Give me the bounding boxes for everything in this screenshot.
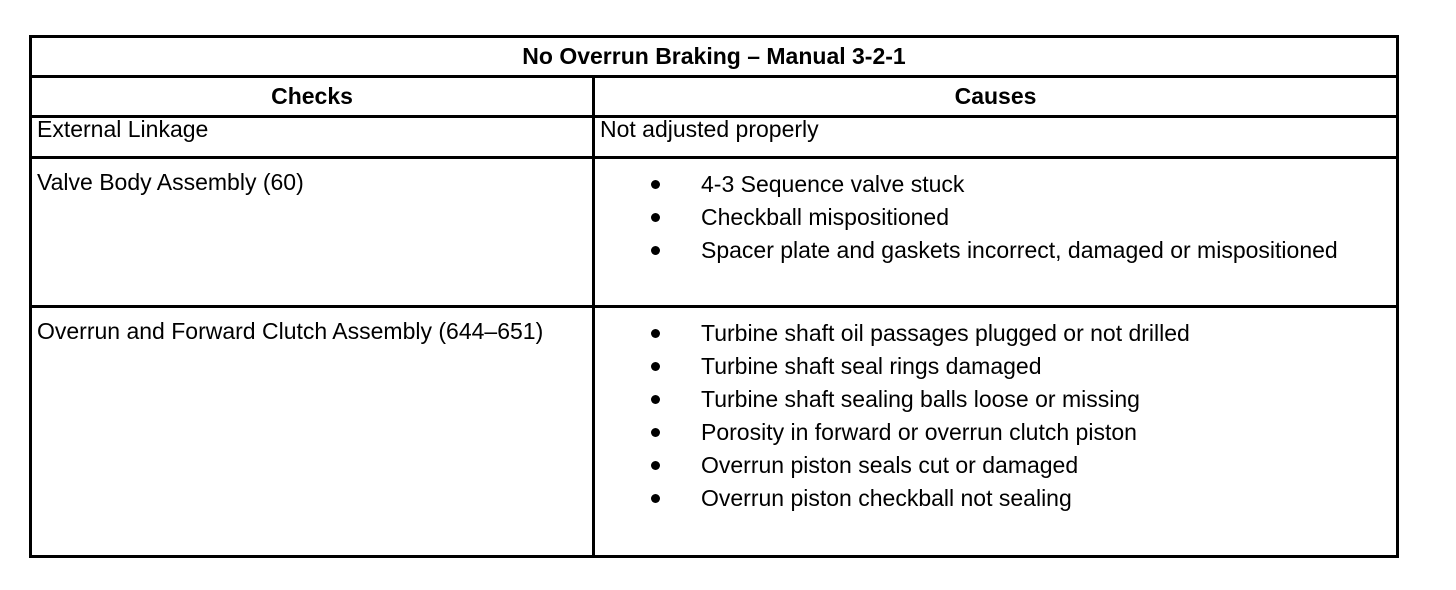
header-causes: Causes — [594, 77, 1398, 117]
cause-text: 4-3 Sequence valve stuck — [701, 171, 965, 197]
cause-cell — [594, 158, 1398, 307]
cause-text: Turbine shaft seal rings damaged — [701, 353, 1042, 379]
check-cell — [31, 307, 594, 557]
bullet-icon — [651, 395, 660, 404]
bullet-icon — [651, 180, 660, 189]
title-row — [31, 37, 1398, 77]
list-item — [595, 354, 1396, 387]
list-item — [595, 387, 1396, 420]
list-item — [595, 420, 1396, 453]
bullet-icon — [651, 213, 660, 222]
bullet-icon — [651, 246, 660, 255]
list-item — [595, 238, 1396, 271]
diagnosis-table — [29, 35, 1399, 558]
cause-text: Checkball mispositioned — [701, 204, 950, 230]
list-item — [595, 486, 1396, 519]
check-text: External Linkage — [37, 116, 209, 142]
cause-text: Spacer plate and gaskets incorrect, damaged or mispositioned — [701, 237, 1338, 263]
bullet-icon — [651, 461, 660, 470]
check-cell — [31, 117, 594, 158]
check-text: Valve Body Assembly (60) — [37, 169, 304, 195]
table-row — [31, 158, 1398, 307]
cause-text: Turbine shaft oil passages plugged or not drilled — [701, 320, 1190, 346]
cause-text: Turbine shaft sealing balls loose or missing — [701, 386, 1140, 412]
list-item — [595, 172, 1396, 205]
bullet-icon — [651, 428, 660, 437]
cause-text: Not adjusted properly — [600, 116, 819, 142]
cause-cell — [594, 117, 1398, 158]
list-item — [595, 205, 1396, 238]
bullet-icon — [651, 329, 660, 338]
list-item — [595, 453, 1396, 486]
cause-cell — [594, 307, 1398, 557]
cause-text: Overrun piston seals cut or damaged — [701, 452, 1079, 478]
cause-text: Overrun piston checkball not sealing — [701, 485, 1072, 511]
cause-list — [595, 308, 1396, 519]
check-text: Overrun and Forward Clutch Assembly (644–651) — [37, 318, 544, 344]
list-item — [595, 321, 1396, 354]
table-row — [31, 307, 1398, 557]
table-row — [31, 117, 1398, 158]
cause-text: Porosity in forward or overrun clutch piston — [701, 419, 1137, 445]
bullet-icon — [651, 362, 660, 371]
cause-list — [595, 159, 1396, 271]
check-cell — [31, 158, 594, 307]
table-title: No Overrun Braking – Manual 3-2-1 — [31, 37, 1398, 77]
header-checks: Checks — [31, 77, 594, 117]
bullet-icon — [651, 494, 660, 503]
header-row — [31, 77, 1398, 117]
